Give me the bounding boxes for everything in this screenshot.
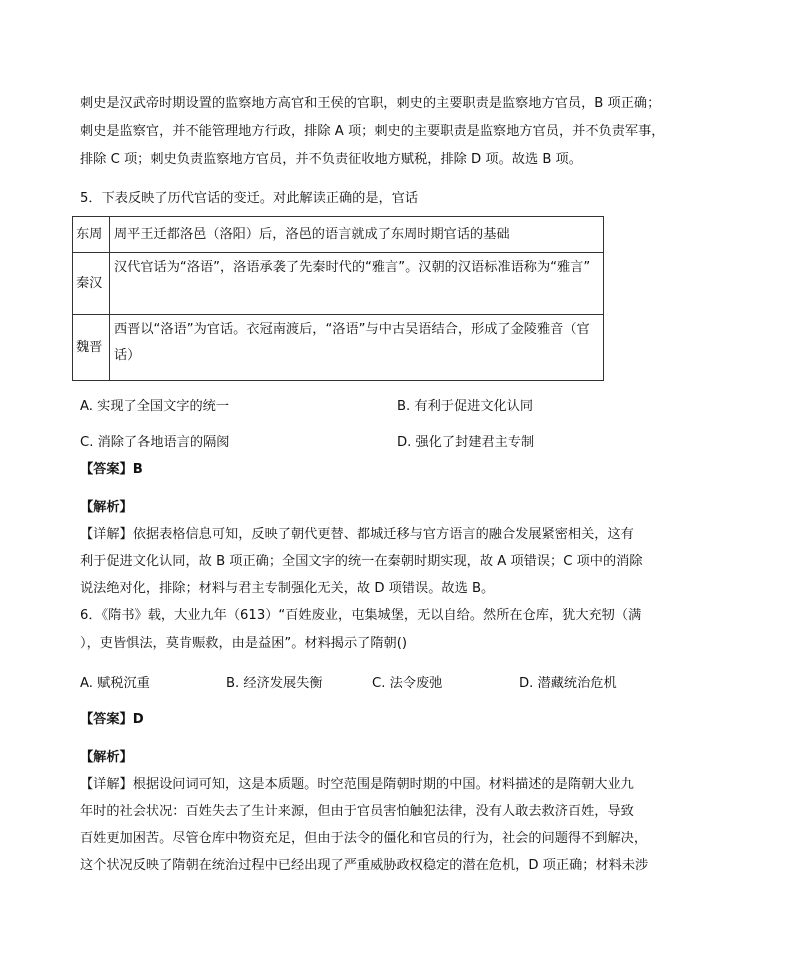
q6-stem-line-2: ），吏皆惧法，莫肯赈救，由是益困”。材料揭示了隋朝() bbox=[80, 636, 408, 651]
table-row bbox=[73, 217, 604, 253]
table-text-cell: 汉代官话为“洛语”，洛语承袭了先秦时代的“雅言”。汉朝的汉语标准语称为“雅言” bbox=[110, 253, 604, 315]
q6-stem-line-1: 6．《隋书》载，大业九年（613）“百姓废业，屯集城堡，无以自给。然所在仓库，犹大充牣（满 bbox=[80, 608, 642, 623]
q5-option-c: C. 消除了各地语言的隔阂 bbox=[80, 435, 230, 450]
q6-detail-line-3: 百姓更加困苦。尽管仓库中物资充足，但由于法令的僵化和官员的行为，社会的问题得不到解决， bbox=[80, 831, 648, 846]
q6-option-b: B. 经济发展失衡 bbox=[226, 676, 323, 691]
q5-detail-line-2: 利于促进文化认同，故 B 项正确；全国文字的统一在秦朝时期实现，故 A 项错误；C 项中的消除 bbox=[80, 554, 643, 569]
q5-option-d: D. 强化了封建君主专制 bbox=[397, 435, 535, 450]
q6-detail-line-4: 这个状况反映了隋朝在统治过程中已经出现了严重威胁政权稳定的潜在危机，D 项正确；材料未涉 bbox=[80, 858, 649, 873]
q5-stem: 5．下表反映了历代官话的变迁。对此解读正确的是，官话 bbox=[80, 191, 419, 206]
q6-detail-line-2: 年时的社会状况：百姓失去了生计来源，但由于官员害怕触犯法律，没有人敢去救济百姓，导致 bbox=[80, 804, 634, 819]
q6-analysis-label: 【解析】 bbox=[80, 750, 133, 765]
table-row bbox=[73, 315, 604, 381]
q6-answer: 【答案】D bbox=[80, 712, 144, 727]
table-row bbox=[73, 253, 604, 315]
q5-answer: 【答案】B bbox=[80, 462, 143, 477]
q4-explanation-line-2: 刺史是监察官，并不能管理地方行政，排除 A 项；刺史的主要职责是监察地方官员，并不负责军事， bbox=[80, 124, 665, 139]
q6-detail-line-1: 【详解】根据设问词可知，这是本质题。时空范围是隋朝时期的中国。材料描述的是隋朝大业九 bbox=[80, 777, 634, 792]
table-text-cell: 周平王迁都洛邑（洛阳）后，洛邑的语言就成了东周时期官话的基础 bbox=[110, 217, 604, 253]
q4-explanation-line-3: 排除 C 项；刺史负责监察地方官员，并不负责征收地方赋税，排除 D 项。故选 B 项。 bbox=[80, 152, 582, 167]
q6-option-c: C. 法令废弛 bbox=[372, 676, 443, 691]
table-era-cell: 东周 bbox=[73, 217, 110, 253]
q5-option-a: A. 实现了全国文字的统一 bbox=[80, 399, 230, 414]
q5-detail-line-3: 说法绝对化，排除；材料与君主专制强化无关，故 D 项错误。故选 B。 bbox=[80, 581, 495, 596]
q6-option-d: D. 潜藏统治危机 bbox=[519, 676, 617, 691]
q6-option-a: A. 赋税沉重 bbox=[80, 676, 150, 691]
q5-option-b: B. 有利于促进文化认同 bbox=[397, 399, 534, 414]
q5-analysis-label: 【解析】 bbox=[80, 500, 133, 515]
table-era-cell: 秦汉 bbox=[73, 253, 110, 315]
table-era-cell: 魏晋 bbox=[73, 315, 110, 381]
q5-table bbox=[72, 216, 604, 381]
table-text-cell: 西晋以“洛语”为官话。衣冠南渡后，“洛语”与中古吴语结合，形成了金陵雅音（官话） bbox=[110, 315, 604, 381]
q5-detail-line-1: 【详解】依据表格信息可知，反映了朝代更替、都城迁移与官方语言的融合发展紧密相关，这有 bbox=[80, 527, 634, 542]
q4-explanation-line-1: 刺史是汉武帝时期设置的监察地方高官和王侯的官职，刺史的主要职责是监察地方官员，B 项正确； bbox=[80, 96, 661, 111]
